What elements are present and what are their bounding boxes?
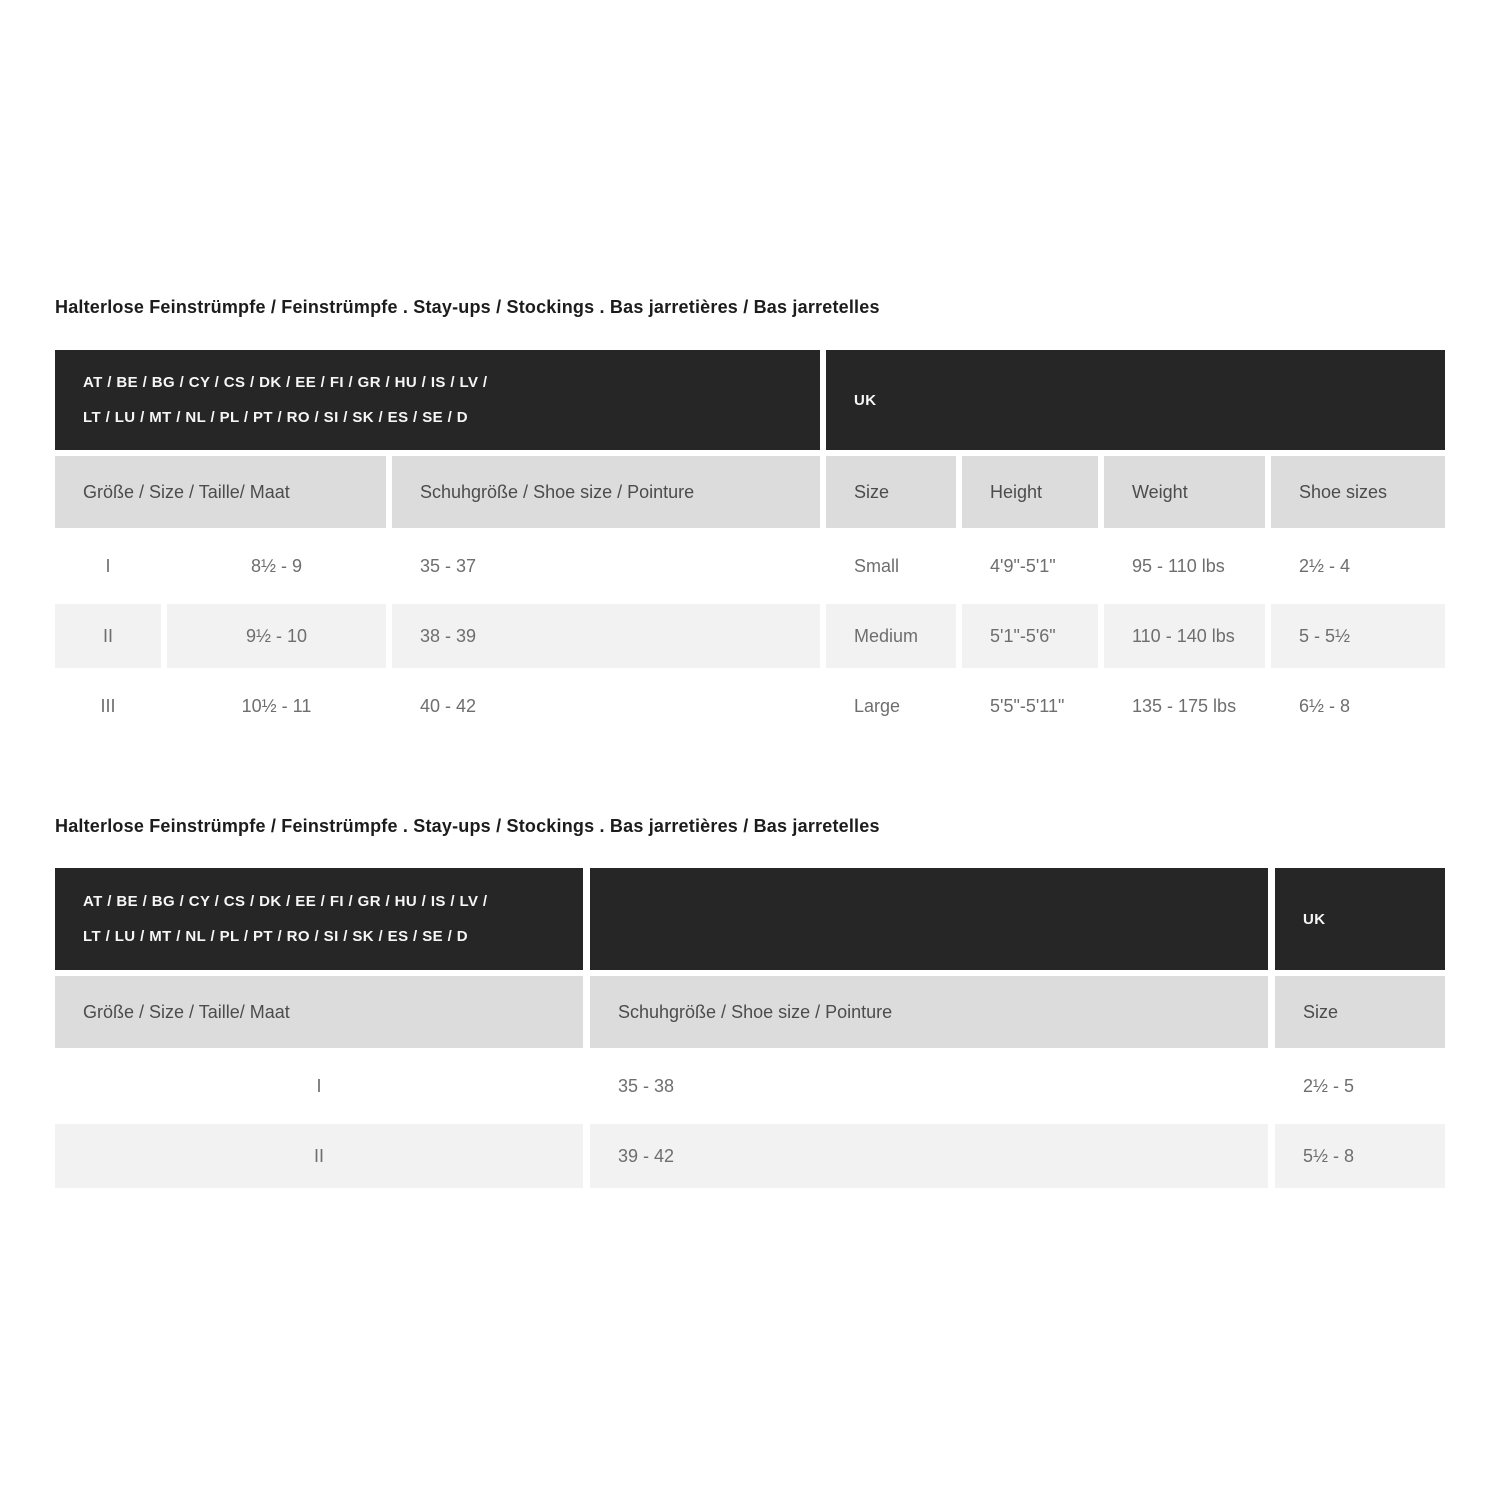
size-table-stay-ups <box>55 350 1445 738</box>
table2-row1-numeral: I <box>316 1075 322 1096</box>
table1-uk-region-header <box>826 350 1445 450</box>
table1-row1-shoe: 35 - 37 <box>420 555 477 576</box>
table1-col-uk-size-header: Size <box>826 456 956 528</box>
table2-row2-shoe: 39 - 42 <box>590 1124 1268 1188</box>
table2-uk-region-header <box>1275 868 1445 970</box>
table1-row1-uk-size: Small <box>854 555 900 576</box>
table2-row1-uk-shoe: 2½ - 5 <box>1303 1075 1355 1096</box>
table1-row3-numeral: III <box>100 695 116 716</box>
eu-country-codes-line1: AT / BE / BG / CY / CS / DK / EE / FI / GR / HU / IS / LV / <box>83 374 488 391</box>
table1-row2-numeral: II <box>55 604 161 668</box>
table1-eu-region-header <box>55 350 820 450</box>
table1-row2-uk-size: Medium <box>826 604 956 668</box>
table2-col-uk-size-header: Size <box>1275 976 1445 1048</box>
eu-country-codes-line1: AT / BE / BG / CY / CS / DK / EE / FI / GR / HU / IS / LV / <box>83 893 488 910</box>
table2-row2-uk-shoe: 5½ - 8 <box>1275 1124 1445 1188</box>
table1-title: Halterlose Feinstrümpfe / Feinstrümpfe . Stay-ups / Stockings . Bas jarretières / Bas jarretelles <box>55 297 880 317</box>
table1-row1-weight: 95 - 110 lbs <box>1132 555 1225 576</box>
table2-title: Halterlose Feinstrümpfe / Feinstrümpfe . Stay-ups / Stockings . Bas jarretières / Bas jarretelles <box>55 816 880 836</box>
table1-row1-uk-shoe: 2½ - 4 <box>1299 555 1351 576</box>
table1-col-size-header: Größe / Size / Taille/ Maat <box>55 456 386 528</box>
table1-row3-size: 10½ - 11 <box>241 695 312 716</box>
table2-eu-region-header-cont <box>590 868 1268 970</box>
table1-row2-uk-shoe: 5 - 5½ <box>1271 604 1445 668</box>
table1-col-shoe-sizes-header: Shoe sizes <box>1271 456 1445 528</box>
uk-label: UK <box>854 391 877 409</box>
table1-row3-shoe: 40 - 42 <box>420 695 477 716</box>
table1-row1-height: 4'9"-5'1" <box>990 555 1056 576</box>
table2-col-size-header: Größe / Size / Taille/ Maat <box>55 976 583 1048</box>
table1-row2-shoe: 38 - 39 <box>392 604 820 668</box>
table2-row1-shoe: 35 - 38 <box>618 1075 675 1096</box>
uk-label: UK <box>1303 910 1326 928</box>
table1-col-shoe-header: Schuhgröße / Shoe size / Pointure <box>392 456 820 528</box>
table1-row3-uk-shoe: 6½ - 8 <box>1299 695 1351 716</box>
eu-country-codes-line2: LT / LU / MT / NL / PL / PT / RO / SI / SK / ES / SE / D <box>83 928 468 945</box>
table2-eu-region-header <box>55 868 583 970</box>
table1-row2-size: 9½ - 10 <box>167 604 386 668</box>
eu-country-codes-line2: LT / LU / MT / NL / PL / PT / RO / SI / SK / ES / SE / D <box>83 409 468 426</box>
table2-col-shoe-header: Schuhgröße / Shoe size / Pointure <box>590 976 1268 1048</box>
table1-row2-weight: 110 - 140 lbs <box>1104 604 1265 668</box>
table1-row3-uk-size: Large <box>854 695 901 716</box>
table1-col-height-header: Height <box>962 456 1098 528</box>
table1-row1-numeral: I <box>105 555 111 576</box>
table1-row2-height: 5'1"-5'6" <box>962 604 1098 668</box>
size-table-stockings <box>55 868 1445 1188</box>
table1-row1-size: 8½ - 9 <box>250 555 303 576</box>
table2-row2-numeral: II <box>55 1124 583 1188</box>
table1-row3-height: 5'5"-5'11" <box>990 695 1065 716</box>
table1-col-weight-header: Weight <box>1104 456 1265 528</box>
table1-row3-weight: 135 - 175 lbs <box>1132 695 1237 716</box>
